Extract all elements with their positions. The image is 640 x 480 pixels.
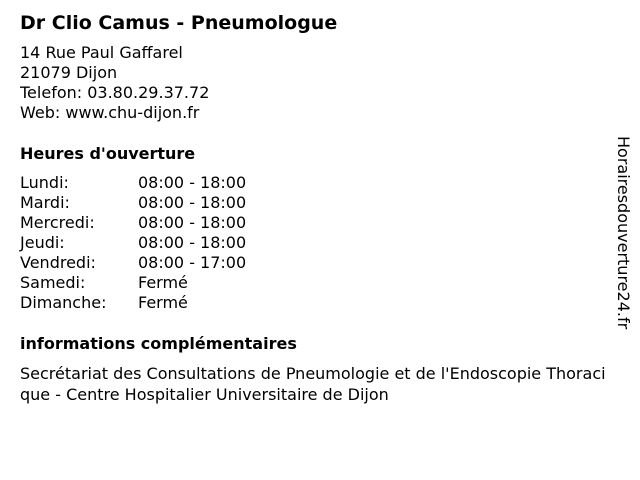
hours-day: Samedi: bbox=[20, 273, 86, 292]
hours-day: Mercredi: bbox=[20, 213, 95, 232]
hours-row-friday bbox=[20, 253, 320, 273]
address-block bbox=[20, 43, 209, 123]
hours-day: Dimanche: bbox=[20, 293, 107, 312]
opening-hours-table bbox=[20, 173, 320, 313]
hours-row-sunday bbox=[20, 293, 320, 313]
additional-info-heading: informations complémentaires bbox=[20, 334, 297, 353]
address-city: 21079 Dijon bbox=[20, 63, 118, 82]
hours-row-tuesday bbox=[20, 193, 320, 213]
hours-day: Jeudi: bbox=[20, 233, 65, 252]
hours-time: 08:00 - 18:00 bbox=[138, 173, 247, 192]
hours-row-thursday bbox=[20, 233, 320, 253]
additional-info-text: Secrétariat des Consultations de Pneumologie et de l'Endoscopie Thoracique - Centre Hospitalier Universitaire de Dijon bbox=[20, 364, 606, 404]
hours-row-saturday bbox=[20, 273, 320, 293]
hours-time: Fermé bbox=[138, 273, 188, 292]
hours-time: 08:00 - 18:00 bbox=[138, 193, 247, 212]
hours-time: 08:00 - 18:00 bbox=[138, 233, 247, 252]
site-watermark-text: Horairesdouverture24.fr bbox=[614, 136, 633, 330]
phone-number: Telefon: 03.80.29.37.72 bbox=[20, 83, 210, 102]
hours-row-monday bbox=[20, 173, 320, 193]
site-watermark bbox=[610, 136, 636, 372]
hours-time: Fermé bbox=[138, 293, 188, 312]
hours-day: Lundi: bbox=[20, 173, 69, 192]
hours-day: Mardi: bbox=[20, 193, 70, 212]
hours-time: 08:00 - 17:00 bbox=[138, 253, 247, 272]
hours-time: 08:00 - 18:00 bbox=[138, 213, 247, 232]
opening-hours-heading: Heures d'ouverture bbox=[20, 144, 196, 163]
hours-row-wednesday bbox=[20, 213, 320, 233]
website: Web: www.chu-dijon.fr bbox=[20, 103, 200, 122]
page-title: Dr Clio Camus - Pneumologue bbox=[20, 12, 338, 34]
hours-day: Vendredi: bbox=[20, 253, 96, 272]
address-street: 14 Rue Paul Gaffarel bbox=[20, 43, 183, 62]
